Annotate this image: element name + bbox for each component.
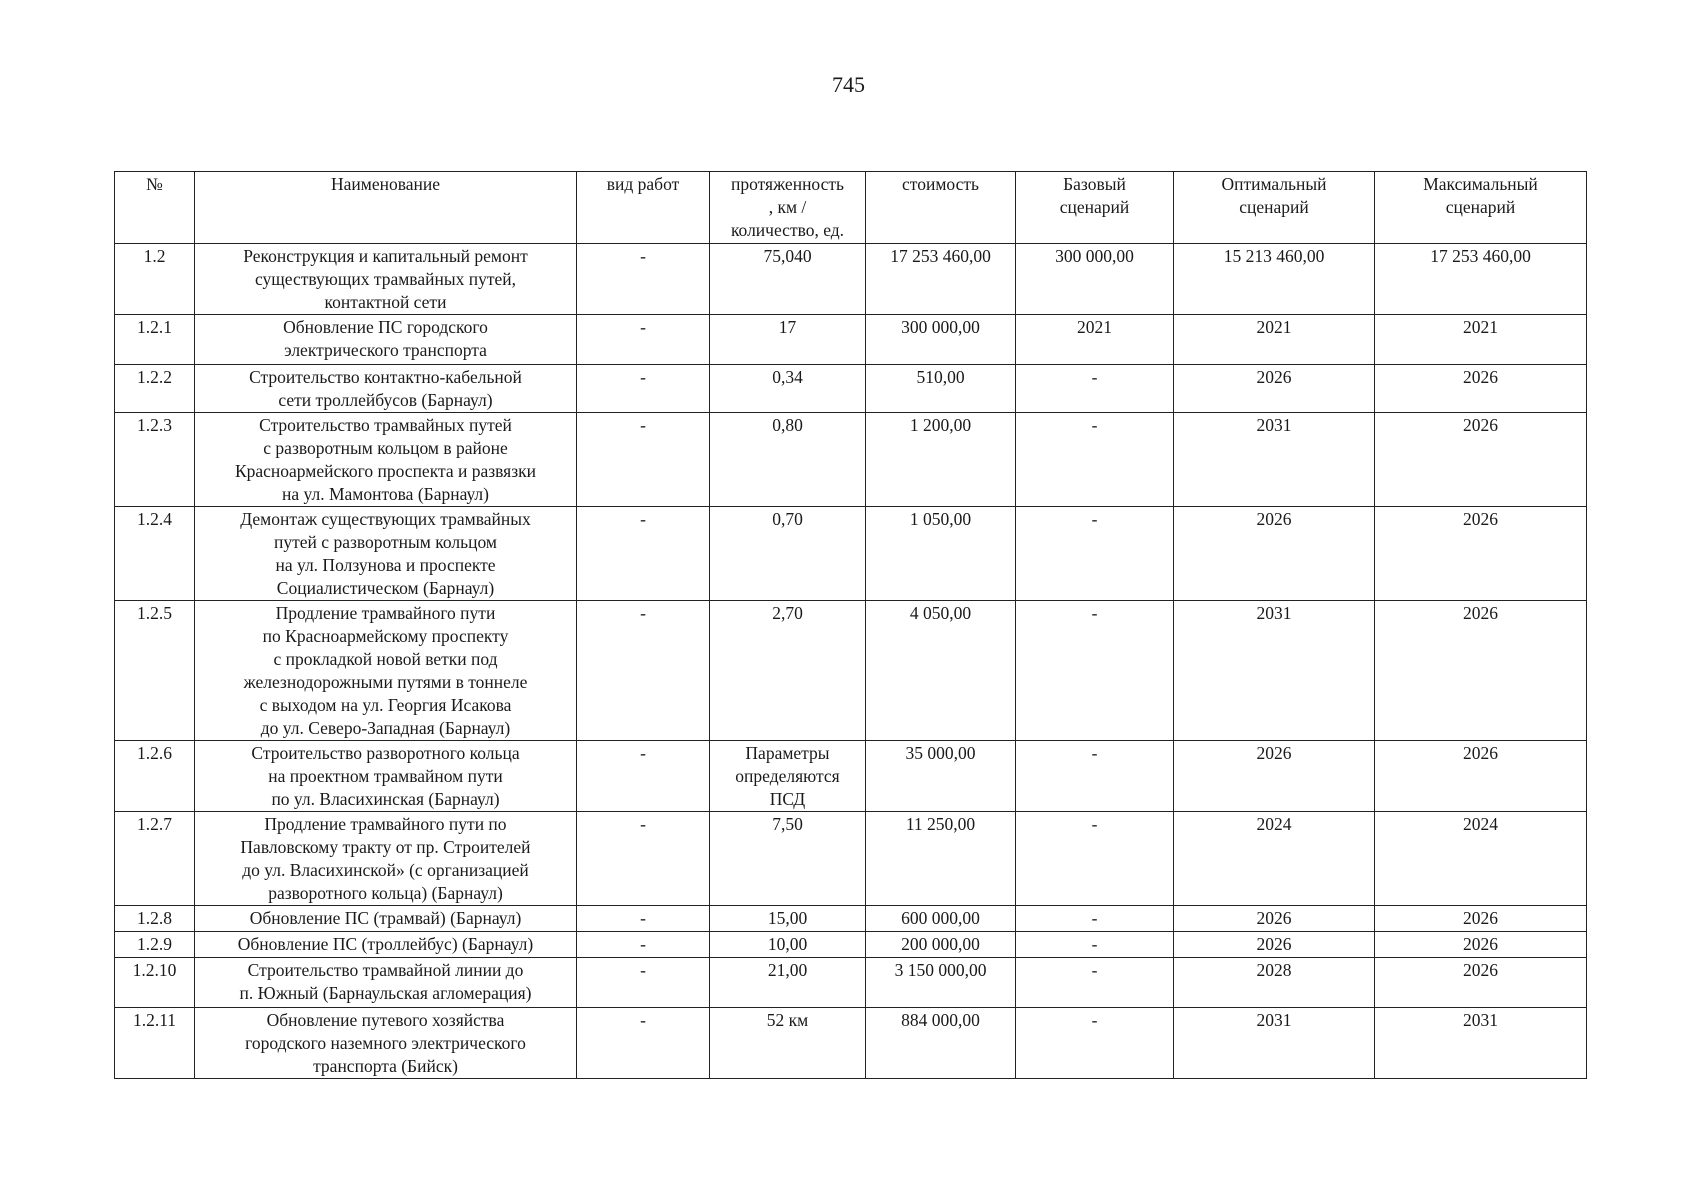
cell-base-scenario: - (1016, 958, 1174, 1008)
cell-work-type: - (577, 932, 710, 958)
table-row (115, 932, 1587, 958)
cell-optimal-scenario: 2031 (1174, 601, 1375, 741)
header-num: № (115, 172, 195, 244)
cell-length: 52 км (710, 1008, 866, 1079)
cell-length: 17 (710, 315, 866, 365)
cell-cost: 17 253 460,00 (866, 244, 1016, 315)
table-row (115, 812, 1587, 906)
cell-work-type: - (577, 958, 710, 1008)
cell-name: Обновление ПС (трамвай) (Барнаул) (195, 906, 577, 932)
cell-cost: 3 150 000,00 (866, 958, 1016, 1008)
table-row (115, 906, 1587, 932)
cell-max-scenario: 2026 (1375, 741, 1587, 812)
cell-optimal-scenario: 15 213 460,00 (1174, 244, 1375, 315)
header-length: протяженность , км / количество, ед. (710, 172, 866, 244)
cell-base-scenario: - (1016, 932, 1174, 958)
cell-cost: 4 050,00 (866, 601, 1016, 741)
table-row (115, 1008, 1587, 1079)
cell-name: Строительство трамвайной линии до п. Южный (Барнаульская агломерация) (195, 958, 577, 1008)
cell-name: Продление трамвайного пути по Павловскому тракту от пр. Строителей до ул. Власихинской» (с организацией разворотного кольца) (Барнаул) (195, 812, 577, 906)
header-max-scenario: Максимальный сценарий (1375, 172, 1587, 244)
cell-length: 2,70 (710, 601, 866, 741)
cell-name: Обновление ПС (троллейбус) (Барнаул) (195, 932, 577, 958)
cell-work-type: - (577, 365, 710, 413)
cell-length: 0,80 (710, 413, 866, 507)
cell-name: Реконструкция и капитальный ремонт существующих трамвайных путей, контактной сети (195, 244, 577, 315)
cell-optimal-scenario: 2026 (1174, 741, 1375, 812)
page-number: 745 (832, 72, 865, 97)
cell-num: 1.2.6 (115, 741, 195, 812)
table-row (115, 741, 1587, 812)
cell-max-scenario: 17 253 460,00 (1375, 244, 1587, 315)
cell-num: 1.2.7 (115, 812, 195, 906)
cell-max-scenario: 2026 (1375, 958, 1587, 1008)
data-table (114, 171, 1587, 1079)
cell-name: Строительство разворотного кольца на проектном трамвайном пути по ул. Власихинская (Барнаул) (195, 741, 577, 812)
cell-work-type: - (577, 315, 710, 365)
cell-length: 0,34 (710, 365, 866, 413)
cell-work-type: - (577, 812, 710, 906)
table-row (115, 413, 1587, 507)
cell-length: 21,00 (710, 958, 866, 1008)
cell-length: 7,50 (710, 812, 866, 906)
cell-base-scenario: - (1016, 601, 1174, 741)
header-base-scenario: Базовый сценарий (1016, 172, 1174, 244)
table-row (115, 365, 1587, 413)
table-row (115, 601, 1587, 741)
header-optimal-scenario: Оптимальный сценарий (1174, 172, 1375, 244)
cell-num: 1.2 (115, 244, 195, 315)
cell-length: 15,00 (710, 906, 866, 932)
table-row (115, 507, 1587, 601)
cell-optimal-scenario: 2026 (1174, 932, 1375, 958)
cell-work-type: - (577, 741, 710, 812)
cell-name: Строительство трамвайных путей с разворотным кольцом в районе Красноармейского проспекта и развязки на ул. Мамонтова (Барнаул) (195, 413, 577, 507)
cell-cost: 1 050,00 (866, 507, 1016, 601)
table-header-row (115, 172, 1587, 244)
table-row (115, 244, 1587, 315)
cell-cost: 1 200,00 (866, 413, 1016, 507)
cell-work-type: - (577, 244, 710, 315)
cell-length: Параметры определяются ПСД (710, 741, 866, 812)
cell-max-scenario: 2026 (1375, 601, 1587, 741)
cell-cost: 600 000,00 (866, 906, 1016, 932)
cell-base-scenario: - (1016, 413, 1174, 507)
cell-max-scenario: 2021 (1375, 315, 1587, 365)
cell-base-scenario: - (1016, 1008, 1174, 1079)
cell-optimal-scenario: 2026 (1174, 507, 1375, 601)
cell-optimal-scenario: 2031 (1174, 413, 1375, 507)
header-name: Наименование (195, 172, 577, 244)
cell-name: Демонтаж существующих трамвайных путей с разворотным кольцом на ул. Ползунова и проспекте Социалистическом (Барнаул) (195, 507, 577, 601)
cell-num: 1.2.2 (115, 365, 195, 413)
header-work-type: вид работ (577, 172, 710, 244)
cell-num: 1.2.3 (115, 413, 195, 507)
cell-max-scenario: 2026 (1375, 932, 1587, 958)
cell-base-scenario: - (1016, 906, 1174, 932)
cell-optimal-scenario: 2024 (1174, 812, 1375, 906)
cell-name: Продление трамвайного пути по Красноармейскому проспекту с прокладкой новой ветки под железнодорожными путями в тоннеле с выходом на ул. Георгия Исакова до ул. Северо-Западная (Барнаул) (195, 601, 577, 741)
cell-num: 1.2.11 (115, 1008, 195, 1079)
cell-num: 1.2.5 (115, 601, 195, 741)
cell-cost: 884 000,00 (866, 1008, 1016, 1079)
cell-name: Обновление путевого хозяйства городского наземного электрического транспорта (Бийск) (195, 1008, 577, 1079)
cell-name: Обновление ПС городского электрического транспорта (195, 315, 577, 365)
cell-work-type: - (577, 906, 710, 932)
cell-num: 1.2.8 (115, 906, 195, 932)
cell-max-scenario: 2031 (1375, 1008, 1587, 1079)
cell-name: Строительство контактно-кабельной сети троллейбусов (Барнаул) (195, 365, 577, 413)
header-cost: стоимость (866, 172, 1016, 244)
cell-length: 10,00 (710, 932, 866, 958)
cell-num: 1.2.1 (115, 315, 195, 365)
cell-base-scenario: 300 000,00 (1016, 244, 1174, 315)
cell-max-scenario: 2026 (1375, 413, 1587, 507)
cell-optimal-scenario: 2028 (1174, 958, 1375, 1008)
cell-base-scenario: - (1016, 812, 1174, 906)
cell-length: 75,040 (710, 244, 866, 315)
cell-max-scenario: 2024 (1375, 812, 1587, 906)
cell-base-scenario: - (1016, 741, 1174, 812)
cell-cost: 510,00 (866, 365, 1016, 413)
cell-cost: 11 250,00 (866, 812, 1016, 906)
cell-num: 1.2.9 (115, 932, 195, 958)
cell-num: 1.2.10 (115, 958, 195, 1008)
cell-work-type: - (577, 507, 710, 601)
cell-base-scenario: - (1016, 365, 1174, 413)
cell-optimal-scenario: 2031 (1174, 1008, 1375, 1079)
cell-cost: 35 000,00 (866, 741, 1016, 812)
cell-cost: 200 000,00 (866, 932, 1016, 958)
cell-base-scenario: - (1016, 507, 1174, 601)
table-row (115, 315, 1587, 365)
cell-optimal-scenario: 2021 (1174, 315, 1375, 365)
cell-num: 1.2.4 (115, 507, 195, 601)
table-body (115, 244, 1587, 1079)
cell-work-type: - (577, 413, 710, 507)
cell-base-scenario: 2021 (1016, 315, 1174, 365)
cell-max-scenario: 2026 (1375, 365, 1587, 413)
cell-length: 0,70 (710, 507, 866, 601)
cell-max-scenario: 2026 (1375, 507, 1587, 601)
cell-optimal-scenario: 2026 (1174, 906, 1375, 932)
table-row (115, 958, 1587, 1008)
cell-work-type: - (577, 601, 710, 741)
cell-work-type: - (577, 1008, 710, 1079)
cell-max-scenario: 2026 (1375, 906, 1587, 932)
cell-cost: 300 000,00 (866, 315, 1016, 365)
cell-optimal-scenario: 2026 (1174, 365, 1375, 413)
